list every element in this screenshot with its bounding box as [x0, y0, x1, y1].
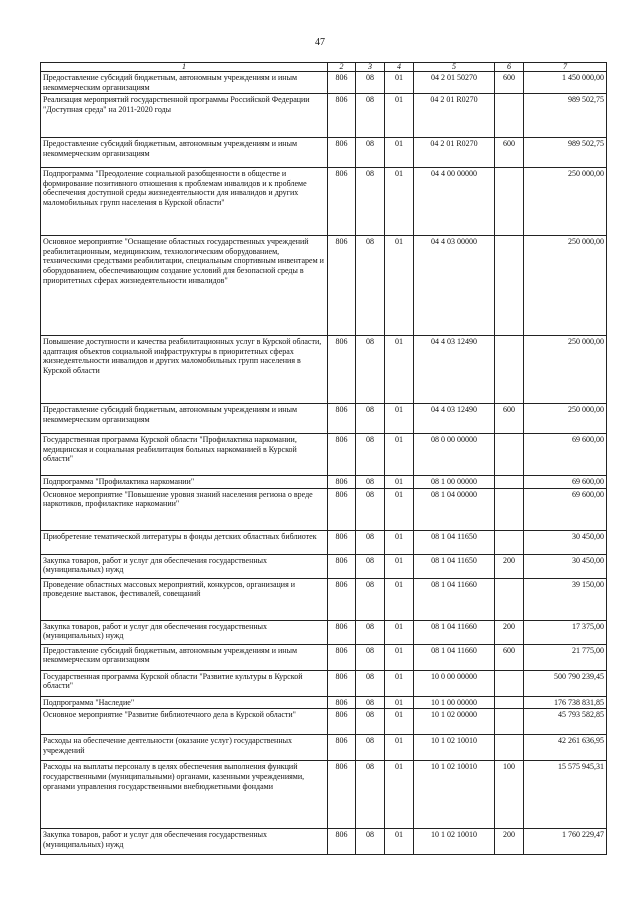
- cell-amount: 15 575 945,31: [524, 761, 607, 829]
- table-row: [41, 829, 607, 855]
- cell-ministry-code: 806: [328, 709, 356, 735]
- cell-subsection: 01: [385, 168, 414, 236]
- cell-ministry-code: 806: [328, 336, 356, 404]
- row-name: Подпрограмма "Преодоление социальной разобщенности в обществе и формирование позитивного отношения к проблемам инвалидов и к проблеме обеспечения доступной среды жизнедеятельности для инвалидов и других маломобильных групп населения в Курской области": [41, 168, 328, 236]
- row-name: Реализация мероприятий государственной программы Российской Федерации "Доступная среда" на 2011-2020 годы: [41, 94, 328, 138]
- row-name: Приобретение тематической литературы в фонды детских областных библиотек: [41, 530, 328, 554]
- cell-ministry-code: 806: [328, 94, 356, 138]
- cell-amount: 21 775,00: [524, 644, 607, 670]
- row-name: Повышение доступности и качества реабилитационных услуг в Курской области, адаптация объектов социальной инфраструктуры в приоритетных сферах жизнедеятельности инвалидов и других маломобильных групп населения в Курской области: [41, 336, 328, 404]
- cell-subsection: 01: [385, 761, 414, 829]
- cell-section: 08: [356, 578, 385, 620]
- cell-section: 08: [356, 530, 385, 554]
- cell-subsection: 01: [385, 696, 414, 709]
- table-row: [41, 404, 607, 434]
- cell-section: 08: [356, 620, 385, 644]
- cell-amount: 39 150,00: [524, 578, 607, 620]
- table-row: [41, 138, 607, 168]
- cell-expense-type: 200: [495, 554, 524, 578]
- cell-target-article: 08 1 04 11660: [414, 620, 495, 644]
- cell-section: 08: [356, 735, 385, 761]
- cell-target-article: 04 4 00 00000: [414, 168, 495, 236]
- row-name: Государственная программа Курской области "Профилактика наркомании, медицинская и социальная реабилитация больных наркоманией в Курской области": [41, 434, 328, 476]
- row-name: Основное мероприятие "Повышение уровня знаний населения региона о вреде наркотиков, профилактике наркомании": [41, 488, 328, 530]
- row-name: Расходы на обеспечение деятельности (оказание услуг) государственных учреждений: [41, 735, 328, 761]
- table-row: [41, 761, 607, 829]
- cell-amount: 30 450,00: [524, 530, 607, 554]
- cell-amount: 989 502,75: [524, 138, 607, 168]
- cell-section: 08: [356, 554, 385, 578]
- cell-expense-type: 200: [495, 620, 524, 644]
- cell-subsection: 01: [385, 554, 414, 578]
- cell-amount: 17 375,00: [524, 620, 607, 644]
- cell-target-article: 08 1 04 11660: [414, 578, 495, 620]
- cell-target-article: 08 1 04 00000: [414, 488, 495, 530]
- cell-target-article: 10 1 02 00000: [414, 709, 495, 735]
- table-row: [41, 644, 607, 670]
- cell-section: 08: [356, 761, 385, 829]
- page-number: 47: [315, 37, 325, 48]
- cell-subsection: 01: [385, 709, 414, 735]
- table-row: [41, 554, 607, 578]
- cell-ministry-code: 806: [328, 434, 356, 476]
- cell-section: 08: [356, 670, 385, 696]
- column-header: 3: [356, 63, 385, 72]
- cell-ministry-code: 806: [328, 554, 356, 578]
- cell-ministry-code: 806: [328, 761, 356, 829]
- cell-section: 08: [356, 236, 385, 336]
- row-name: Закупка товаров, работ и услуг для обеспечения государственных (муниципальных) нужд: [41, 829, 328, 855]
- table-header-row: [41, 63, 607, 72]
- cell-subsection: 01: [385, 488, 414, 530]
- cell-section: 08: [356, 696, 385, 709]
- table-row: [41, 168, 607, 236]
- row-name: Закупка товаров, работ и услуг для обеспечения государственных (муниципальных) нужд: [41, 620, 328, 644]
- cell-ministry-code: 806: [328, 829, 356, 855]
- cell-target-article: 04 2 01 R0270: [414, 94, 495, 138]
- cell-section: 08: [356, 72, 385, 94]
- row-name: Проведение областных массовых мероприятий, конкурсов, организация и проведение выставок, фестивалей, совещаний: [41, 578, 328, 620]
- table-row: [41, 434, 607, 476]
- cell-target-article: 10 1 02 10010: [414, 735, 495, 761]
- cell-expense-type: 200: [495, 829, 524, 855]
- cell-subsection: 01: [385, 434, 414, 476]
- cell-target-article: 10 1 02 10010: [414, 829, 495, 855]
- cell-section: 08: [356, 138, 385, 168]
- cell-target-article: 08 1 00 00000: [414, 476, 495, 489]
- cell-ministry-code: 806: [328, 530, 356, 554]
- row-name: Основное мероприятие "Оснащение областных государственных учреждений реабилитационным, медицинским, технологическим оборудованием, техническими средствами реабилитации, специальным спортивным инвентарем и оборудованием, обеспечивающим создание условий для безопасной среды в приоритетных сферах жизнедеятельности инвалидов": [41, 236, 328, 336]
- cell-expense-type: 600: [495, 404, 524, 434]
- row-name: Государственная программа Курской области "Развитие культуры в Курской области": [41, 670, 328, 696]
- cell-ministry-code: 806: [328, 138, 356, 168]
- cell-amount: 176 738 831,85: [524, 696, 607, 709]
- table-row: [41, 72, 607, 94]
- row-name: Закупка товаров, работ и услуг для обеспечения государственных (муниципальных) нужд: [41, 554, 328, 578]
- column-header: 6: [495, 63, 524, 72]
- column-header: 5: [414, 63, 495, 72]
- cell-expense-type: [495, 168, 524, 236]
- table-row: [41, 236, 607, 336]
- cell-subsection: 01: [385, 644, 414, 670]
- table-row: [41, 578, 607, 620]
- cell-expense-type: [495, 488, 524, 530]
- cell-amount: 250 000,00: [524, 168, 607, 236]
- cell-target-article: 04 2 01 R0270: [414, 138, 495, 168]
- cell-section: 08: [356, 434, 385, 476]
- cell-expense-type: [495, 709, 524, 735]
- cell-expense-type: [495, 434, 524, 476]
- cell-ministry-code: 806: [328, 488, 356, 530]
- row-name: Предоставление субсидий бюджетным, автономным учреждениям и иным некоммерческим организациям: [41, 138, 328, 168]
- cell-expense-type: [495, 670, 524, 696]
- cell-subsection: 01: [385, 530, 414, 554]
- cell-expense-type: [495, 336, 524, 404]
- row-name: Подпрограмма "Профилактика наркомании": [41, 476, 328, 489]
- column-header: 7: [524, 63, 607, 72]
- cell-ministry-code: 806: [328, 578, 356, 620]
- table-row: [41, 670, 607, 696]
- row-name: Расходы на выплаты персоналу в целях обеспечения выполнения функций государственными (муниципальными) органами, казенными учреждениями, органами управления государственными внебюджетными фондами: [41, 761, 328, 829]
- cell-section: 08: [356, 168, 385, 236]
- cell-ministry-code: 806: [328, 735, 356, 761]
- cell-ministry-code: 806: [328, 670, 356, 696]
- cell-subsection: 01: [385, 236, 414, 336]
- table-row: [41, 696, 607, 709]
- cell-subsection: 01: [385, 670, 414, 696]
- column-header: 4: [385, 63, 414, 72]
- cell-ministry-code: 806: [328, 72, 356, 94]
- cell-section: 08: [356, 404, 385, 434]
- cell-expense-type: [495, 578, 524, 620]
- cell-expense-type: 600: [495, 644, 524, 670]
- cell-expense-type: [495, 530, 524, 554]
- cell-amount: 250 000,00: [524, 404, 607, 434]
- table-row: [41, 488, 607, 530]
- table-row: [41, 709, 607, 735]
- row-name: Предоставление субсидий бюджетным, автономным учреждениям и иным некоммерческим организациям: [41, 72, 328, 94]
- row-name: Предоставление субсидий бюджетным, автономным учреждениям и иным некоммерческим организациям: [41, 644, 328, 670]
- budget-table: [40, 62, 607, 855]
- cell-target-article: 08 1 04 11660: [414, 644, 495, 670]
- column-header: 1: [41, 63, 328, 72]
- cell-ministry-code: 806: [328, 696, 356, 709]
- cell-ministry-code: 806: [328, 476, 356, 489]
- cell-target-article: 08 0 00 00000: [414, 434, 495, 476]
- cell-expense-type: [495, 735, 524, 761]
- cell-amount: 69 600,00: [524, 488, 607, 530]
- table-row: [41, 336, 607, 404]
- cell-expense-type: [495, 476, 524, 489]
- cell-target-article: 08 1 04 11650: [414, 530, 495, 554]
- cell-expense-type: 600: [495, 72, 524, 94]
- cell-ministry-code: 806: [328, 168, 356, 236]
- cell-expense-type: [495, 236, 524, 336]
- cell-target-article: 10 1 02 10010: [414, 761, 495, 829]
- cell-amount: 1 450 000,00: [524, 72, 607, 94]
- cell-section: 08: [356, 644, 385, 670]
- cell-amount: 989 502,75: [524, 94, 607, 138]
- cell-amount: 69 600,00: [524, 476, 607, 489]
- cell-section: 08: [356, 829, 385, 855]
- cell-subsection: 01: [385, 829, 414, 855]
- cell-subsection: 01: [385, 94, 414, 138]
- cell-subsection: 01: [385, 578, 414, 620]
- cell-section: 08: [356, 476, 385, 489]
- row-name: Подпрограмма "Наследие": [41, 696, 328, 709]
- cell-expense-type: 600: [495, 138, 524, 168]
- table-row: [41, 530, 607, 554]
- cell-subsection: 01: [385, 336, 414, 404]
- cell-ministry-code: 806: [328, 644, 356, 670]
- cell-amount: 45 793 582,85: [524, 709, 607, 735]
- cell-expense-type: 100: [495, 761, 524, 829]
- cell-target-article: 04 2 01 50270: [414, 72, 495, 94]
- cell-amount: 42 261 636,95: [524, 735, 607, 761]
- row-name: Предоставление субсидий бюджетным, автономным учреждениям и иным некоммерческим организациям: [41, 404, 328, 434]
- cell-target-article: 04 4 03 12490: [414, 404, 495, 434]
- cell-section: 08: [356, 709, 385, 735]
- cell-ministry-code: 806: [328, 236, 356, 336]
- cell-amount: 250 000,00: [524, 236, 607, 336]
- cell-ministry-code: 806: [328, 620, 356, 644]
- cell-target-article: 04 4 03 12490: [414, 336, 495, 404]
- table-row: [41, 94, 607, 138]
- cell-expense-type: [495, 94, 524, 138]
- cell-subsection: 01: [385, 735, 414, 761]
- cell-subsection: 01: [385, 404, 414, 434]
- cell-amount: 500 790 239,45: [524, 670, 607, 696]
- row-name: Основное мероприятие "Развитие библиотечного дела в Курской области": [41, 709, 328, 735]
- cell-subsection: 01: [385, 620, 414, 644]
- cell-target-article: 10 1 00 00000: [414, 696, 495, 709]
- cell-section: 08: [356, 94, 385, 138]
- cell-target-article: 08 1 04 11650: [414, 554, 495, 578]
- cell-subsection: 01: [385, 72, 414, 94]
- cell-amount: 250 000,00: [524, 336, 607, 404]
- table-row: [41, 620, 607, 644]
- cell-subsection: 01: [385, 476, 414, 489]
- cell-target-article: 10 0 00 00000: [414, 670, 495, 696]
- cell-amount: 69 600,00: [524, 434, 607, 476]
- column-header: 2: [328, 63, 356, 72]
- cell-expense-type: [495, 696, 524, 709]
- cell-section: 08: [356, 488, 385, 530]
- cell-ministry-code: 806: [328, 404, 356, 434]
- cell-amount: 30 450,00: [524, 554, 607, 578]
- cell-section: 08: [356, 336, 385, 404]
- table-row: [41, 476, 607, 489]
- table-row: [41, 735, 607, 761]
- cell-subsection: 01: [385, 138, 414, 168]
- cell-target-article: 04 4 03 00000: [414, 236, 495, 336]
- cell-amount: 1 760 229,47: [524, 829, 607, 855]
